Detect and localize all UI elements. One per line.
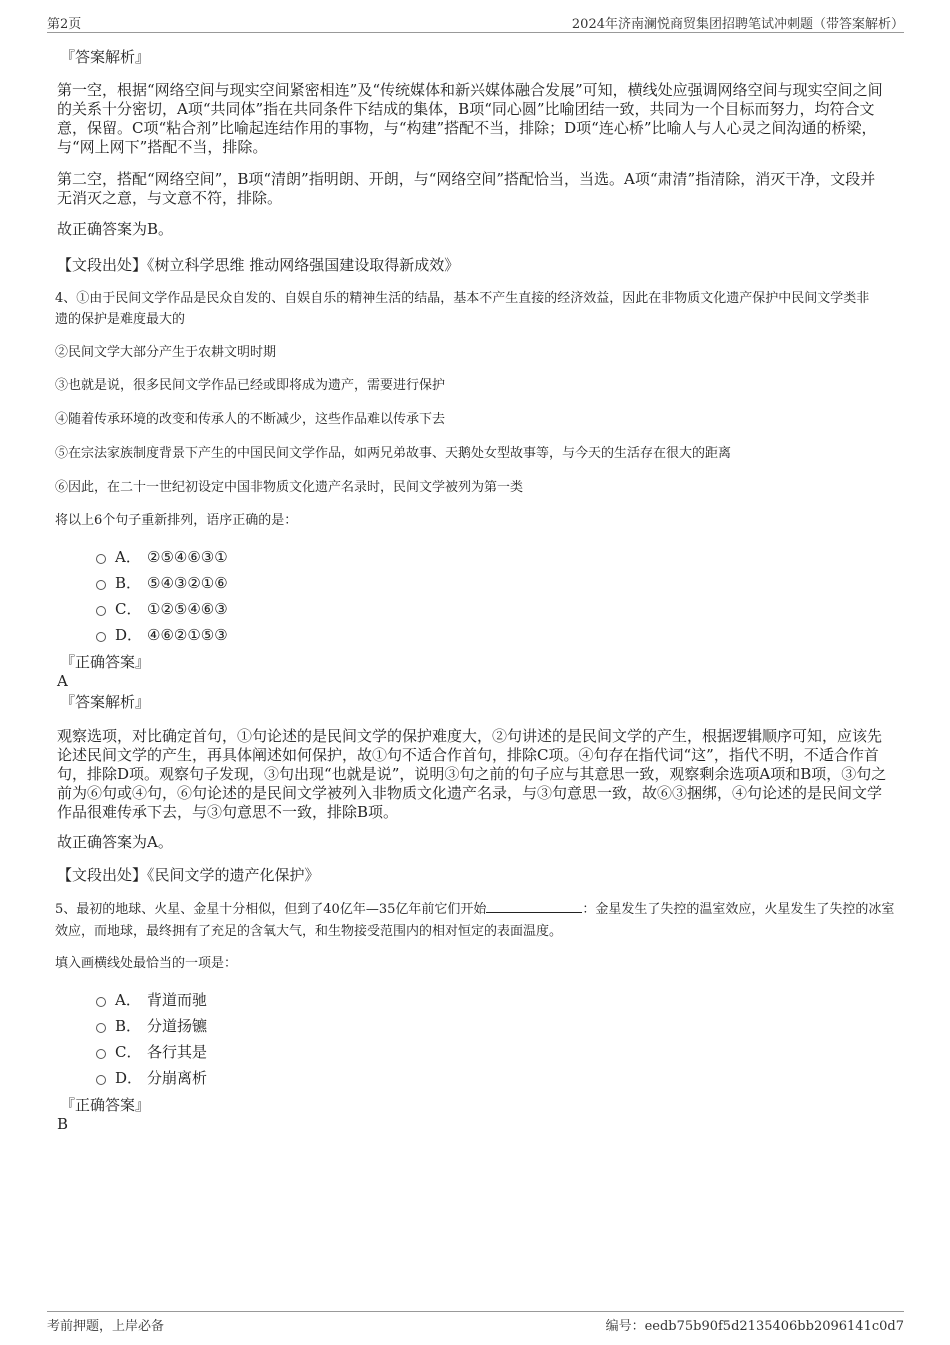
option-key: B． — [115, 1017, 142, 1035]
q4-source: 【文段出处】《民间文学的遗产化保护》 — [57, 866, 320, 884]
q3-analysis-label: 『答案解析』 — [60, 48, 151, 66]
radio-icon[interactable] — [96, 997, 106, 1007]
q3-source: 【文段出处】《树立科学思维 推动网络强国建设取得新成效》 — [57, 256, 460, 274]
option-text: ②⑤④⑥③① — [147, 548, 228, 566]
q4-prompt: 将以上6个句子重新排列，语序正确的是： — [55, 513, 298, 528]
q5-answer: B — [57, 1115, 69, 1133]
q4-option-b[interactable] — [96, 574, 228, 592]
option-text: ①②⑤④⑥③ — [147, 600, 228, 618]
radio-icon[interactable] — [96, 580, 106, 590]
page-footer — [47, 1311, 904, 1334]
option-key: D． — [115, 1069, 143, 1087]
q4-analysis-label: 『答案解析』 — [60, 693, 151, 711]
option-text: ④⑥②①⑤③ — [147, 626, 228, 644]
option-key: A． — [115, 991, 141, 1009]
q5-option-b[interactable] — [96, 1017, 207, 1035]
q5-answer-label: 『正确答案』 — [60, 1096, 151, 1114]
radio-icon[interactable] — [96, 606, 106, 616]
option-key: B． — [115, 574, 142, 592]
q4-stem-line1: 4、①由于民间文学作品是民众自发的、自娱自乐的精神生活的结晶，基本不产生直接的经济效益，因此在非物质文化遗产保护中民间文学类非 — [55, 291, 870, 306]
option-key: A． — [115, 548, 141, 566]
q3-conclusion: 故正确答案为B。 — [57, 220, 174, 238]
q4-answer-label: 『正确答案』 — [60, 653, 151, 671]
document-id: 编号：eedb75b90f5d2135406bb2096141c0d7 — [605, 1319, 904, 1334]
q4-sentence-3: ③也就是说，很多民间文学作品已经或即将成为遗产，需要进行保护 — [55, 378, 446, 393]
q5-stem — [55, 899, 895, 943]
option-key: D． — [115, 626, 143, 644]
q5-stem-part1: 5、最初的地球、火星、金星十分相似，但到了40亿年—35亿年前它们开始 — [55, 902, 487, 917]
radio-icon[interactable] — [96, 1049, 106, 1059]
q5-option-d[interactable] — [96, 1069, 207, 1087]
option-key: C． — [115, 1043, 142, 1061]
q4-answer: A — [57, 672, 68, 690]
q4-sentence-4: ④随着传承环境的改变和传承人的不断减少，这些作品难以传承下去 — [55, 412, 446, 427]
q4-option-a[interactable] — [96, 548, 228, 566]
radio-icon[interactable] — [96, 1075, 106, 1085]
footer-slogan: 考前押题，上岸必备 — [47, 1319, 165, 1334]
option-text: 背道而驰 — [147, 991, 208, 1009]
option-key: C． — [115, 600, 142, 618]
q4-sentence-6: ⑥因此，在二十一世纪初设定中国非物质文化遗产名录时，民间文学被列为第一类 — [55, 480, 524, 495]
document-title: 2024年济南澜悦商贸集团招聘笔试冲刺题（带答案解析） — [571, 17, 904, 32]
page-header — [47, 10, 904, 33]
page-number: 第2页 — [47, 17, 82, 32]
q3-analysis-para1: 第一空，根据“网络空间与现实空间紧密相连”及“传统媒体和新兴媒体融合发展”可知，横线处应强调网络空间与现实空间之间的关系十分密切，A项“共同体”指在共同条件下结成的集体，B项“同心圆”比喻团结一致，共同为一个目标而努力，均符合文意，保留。C项“粘合剂”比喻起连结作用的事物，与“构建”搭配不当，排除；D项“连心桥”比喻人与人心灵之间沟通的桥梁，与“网上网下”搭配不当，排除。 — [57, 81, 883, 156]
q5-prompt: 填入画横线处最恰当的一项是： — [55, 956, 238, 971]
q5-stem-part2: ：金星发生了失控的温室效应，火星发生了失控的冰室效应，而地球，最终拥有了充足的含氧大气，和生物接受范围内的相对恒定的表面温度。 — [55, 902, 895, 939]
q4-stem-line2: 遗的保护是难度最大的 — [55, 312, 186, 327]
option-text: 各行其是 — [147, 1043, 208, 1061]
option-text: 分道扬镳 — [147, 1017, 208, 1035]
radio-icon[interactable] — [96, 1023, 106, 1033]
q3-analysis-para2: 第二空，搭配“网络空间”，B项“清朗”指明朗、开朗，与“网络空间”搭配恰当，当选。A项“肃清”指清除，消灭干净，文段并无消灭之意，与文意不符，排除。 — [57, 170, 876, 207]
radio-icon[interactable] — [96, 632, 106, 642]
q4-option-d[interactable] — [96, 626, 228, 644]
q4-conclusion: 故正确答案为A。 — [57, 833, 173, 851]
q4-analysis: 观察选项，对比确定首句，①句论述的是民间文学的保护难度大，②句讲述的是民间文学的产生，根据逻辑顺序可知，应该先论述民间文学的产生，再具体阐述如何保护，故①句不适合作首句，排除C项。④句存在指代词“这”，指代不明，不适合作首句，排除D项。观察句子发现，③句出现“也就是说”，说明③句之前的句子应与其意思一致，观察剩余选项A项和B项，③句之前为⑥句或④句，⑥句论述的是民间文学被列入非物质文化遗产名录，与③句意思一致，故⑥③捆绑，④句论述的是民间文学作品很难传承下去，与③句意思不一致，排除B项。 — [57, 727, 887, 821]
q5-option-a[interactable] — [96, 991, 207, 1009]
option-text: ⑤④③②①⑥ — [147, 574, 228, 592]
radio-icon[interactable] — [96, 554, 106, 564]
answer-blank — [486, 900, 582, 913]
option-text: 分崩离析 — [147, 1069, 208, 1087]
q4-option-c[interactable] — [96, 600, 228, 618]
q5-option-c[interactable] — [96, 1043, 207, 1061]
q4-sentence-2: ②民间文学大部分产生于农耕文明时期 — [55, 345, 277, 360]
q4-sentence-5: ⑤在宗法家族制度背景下产生的中国民间文学作品，如两兄弟故事、天鹅处女型故事等，与今天的生活存在很大的距离 — [55, 446, 732, 461]
